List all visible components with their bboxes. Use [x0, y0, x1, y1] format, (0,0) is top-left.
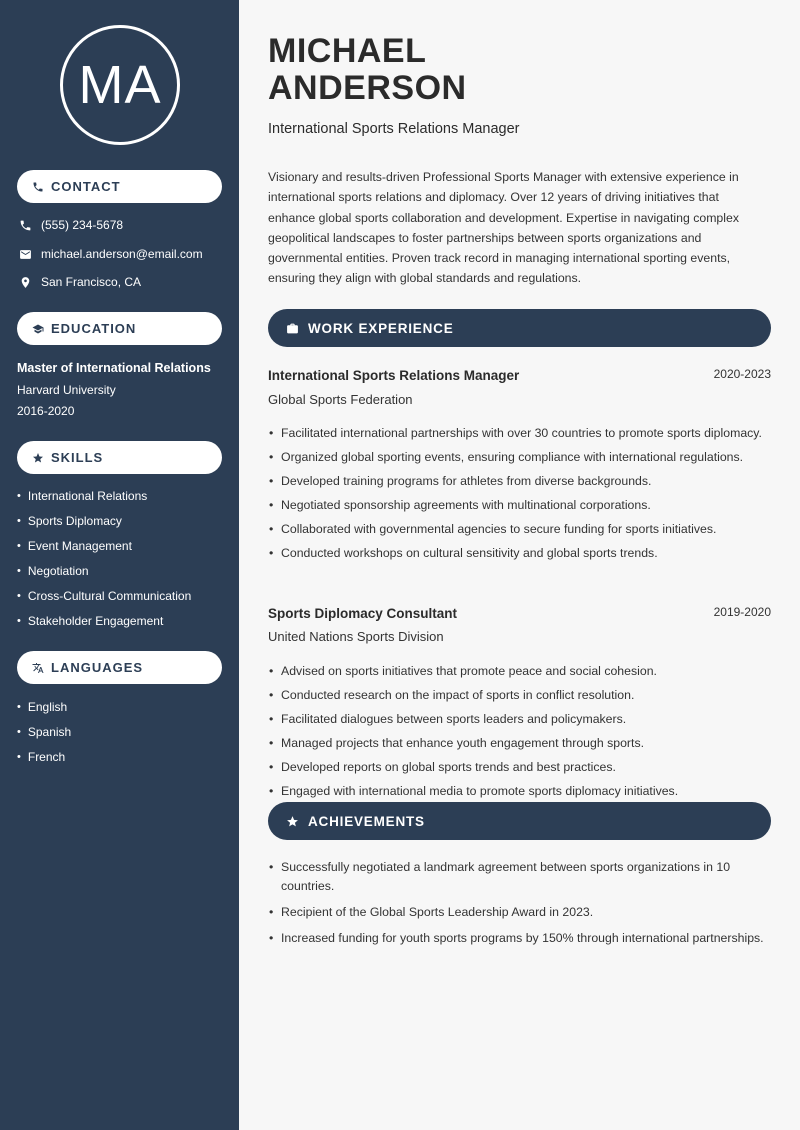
- list-item: • Negotiated sponsorship agreements with multinational corporations.: [268, 496, 768, 515]
- job-organization: Global Sports Federation: [268, 392, 413, 407]
- list-item: • Facilitated international partnerships with over 30 countries to promote sports diplomacy.: [268, 424, 768, 443]
- list-item: • Conducted research on the impact of sports in conflict resolution.: [268, 686, 768, 705]
- headline: International Sports Relations Manager: [268, 121, 520, 137]
- skill-item: • Cross-Cultural Communication: [17, 583, 191, 608]
- list-item: • Collaborated with governmental agencies to secure funding for sports initiatives.: [268, 520, 768, 539]
- education-heading-label: EDUCATION: [51, 321, 137, 336]
- job-years: 2020-2023: [713, 367, 771, 381]
- skills-list: [17, 483, 191, 633]
- languages-heading-label: LANGUAGES: [51, 660, 144, 675]
- graduation-cap-icon: [31, 322, 45, 336]
- star-icon: [285, 814, 299, 828]
- summary: Visionary and results-driven Professional Sports Manager with extensive experience in international sports relations and diplomacy. Over 12 years of driving initiatives that enhance global sports collaboration and development. Expertise in navigating complex geopolitical landscapes to foster partnerships between sports organizations and governmental entities. Proven track record in managing international sporting events, ensuring they align with global standards and regulations.: [268, 170, 739, 286]
- skills-heading-label: SKILLS: [51, 450, 104, 465]
- job-title: Sports Diplomacy Consultant: [268, 606, 458, 621]
- education-years: 2016-2020: [17, 404, 75, 418]
- job-bullets: [268, 662, 768, 801]
- skill-item: • Event Management: [17, 533, 191, 558]
- contact-phone: [17, 217, 123, 233]
- skill-item: • Stakeholder Engagement: [17, 608, 191, 633]
- contact-location-text: San Francisco, CA: [41, 275, 142, 289]
- skill-item: • Sports Diplomacy: [17, 508, 191, 533]
- envelope-icon: [17, 246, 33, 262]
- last-name: ANDERSON: [268, 69, 467, 107]
- achievements-heading: [268, 802, 771, 840]
- list-item: • Advised on sports initiatives that promote peace and social cohesion.: [268, 662, 768, 681]
- list-item: • Developed training programs for athletes from diverse backgrounds.: [268, 472, 768, 491]
- work-experience-heading: [268, 309, 771, 347]
- phone-icon: [17, 217, 33, 233]
- language-item: • English: [17, 694, 71, 719]
- skill-item: • International Relations: [17, 483, 191, 508]
- education-degree: Master of International Relations: [17, 361, 211, 375]
- education-school: Harvard University: [17, 383, 116, 397]
- star-icon: [31, 451, 45, 465]
- skill-item: • Negotiation: [17, 558, 191, 583]
- languages-list: [17, 694, 71, 769]
- full-name: [268, 33, 467, 107]
- list-item: • Developed reports on global sports trends and best practices.: [268, 758, 768, 777]
- contact-email: [17, 246, 203, 262]
- first-name: MICHAEL: [268, 32, 427, 70]
- language-item: • French: [17, 744, 71, 769]
- achievements-list: [268, 858, 768, 948]
- contact-phone-text: (555) 234-5678: [41, 218, 124, 232]
- job-organization: United Nations Sports Division: [268, 629, 444, 644]
- list-item: • Recipient of the Global Sports Leadership Award in 2023.: [268, 903, 768, 922]
- location-pin-icon: [17, 274, 33, 290]
- job-title: International Sports Relations Manager: [268, 368, 520, 383]
- work-experience-heading-label: WORK EXPERIENCE: [308, 320, 454, 336]
- translate-icon: [31, 661, 45, 675]
- contact-heading: [17, 170, 222, 203]
- contact-email-text: michael.anderson@email.com: [41, 247, 203, 261]
- contact-location: [17, 274, 141, 290]
- list-item: • Conducted workshops on cultural sensitivity and global sports trends.: [268, 544, 768, 563]
- achievements-heading-label: ACHIEVEMENTS: [308, 813, 425, 829]
- language-item: • Spanish: [17, 719, 71, 744]
- skills-heading: [17, 441, 222, 474]
- briefcase-icon: [285, 321, 299, 335]
- list-item: • Organized global sporting events, ensuring compliance with international regulations.: [268, 448, 768, 467]
- phone-icon: [31, 180, 45, 194]
- sidebar: [0, 0, 239, 1130]
- monogram-avatar: MA: [60, 25, 180, 145]
- job-bullets: [268, 424, 768, 563]
- languages-heading: [17, 651, 222, 684]
- list-item: • Engaged with international media to promote sports diplomacy initiatives.: [268, 782, 768, 801]
- list-item: • Facilitated dialogues between sports leaders and policymakers.: [268, 710, 768, 729]
- list-item: • Managed projects that enhance youth engagement through sports.: [268, 734, 768, 753]
- list-item: • Increased funding for youth sports programs by 150% through international partnerships.: [268, 929, 768, 948]
- job-years: 2019-2020: [713, 605, 771, 619]
- list-item: • Successfully negotiated a landmark agreement between sports organizations in 10 countries.: [268, 858, 768, 896]
- contact-heading-label: CONTACT: [51, 179, 121, 194]
- education-heading: [17, 312, 222, 345]
